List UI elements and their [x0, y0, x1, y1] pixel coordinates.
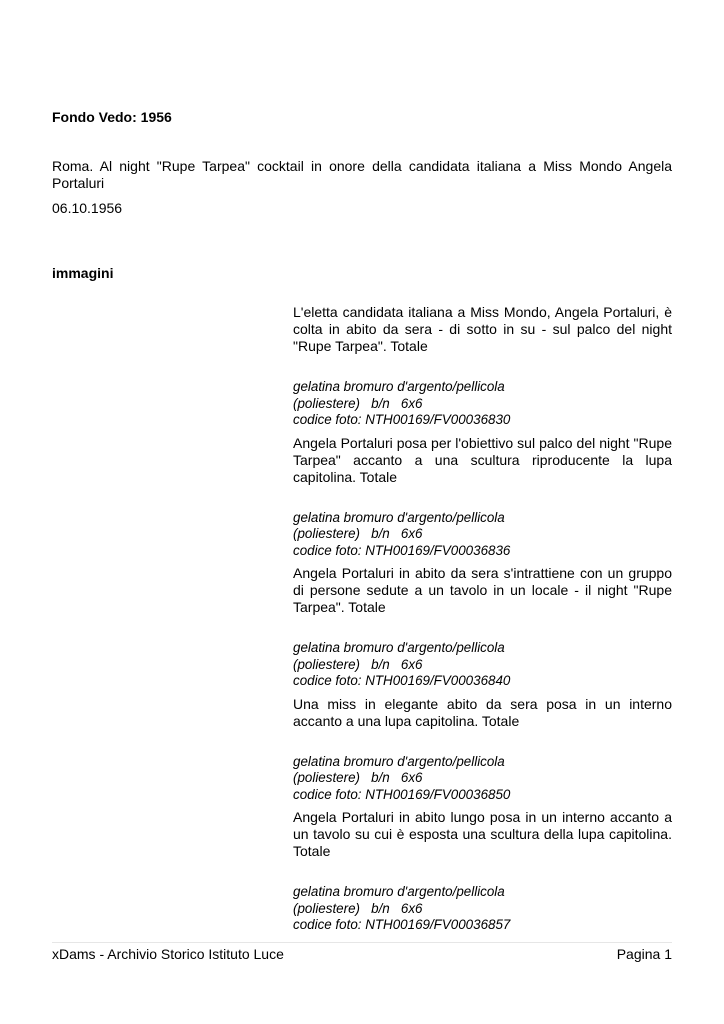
image-description: Una miss in elegante abito da sera posa in un interno accanto a una lupa capitolina. Totale	[293, 695, 672, 729]
image-code: codice foto: NTH00169/FV00036857	[293, 917, 511, 932]
image-support: (poliestere) b/n 6x6	[293, 656, 423, 672]
image-description: Angela Portaluri in abito da sera s'intrattiene con un gruppo di persone sedute a un tavolo in un locale - il night "Rupe Tarpea". Totale	[293, 565, 672, 615]
document-title: Roma. Al night "Rupe Tarpea" cocktail in onore della candidata italiana a Miss Mondo Angela Portaluri	[52, 158, 672, 191]
image-material: gelatina bromuro d'argento/pellicola	[293, 509, 505, 525]
image-entry	[293, 304, 672, 429]
image-description: Angela Portaluri posa per l'obiettivo sul palco del night "Rupe Tarpea" accanto a una scultura riproducente la lupa capitolina. Totale	[293, 434, 672, 485]
image-code: codice foto: NTH00169/FV00036830	[293, 412, 511, 427]
image-entry	[293, 565, 672, 690]
footer-divider	[52, 942, 672, 943]
image-support: (poliestere) b/n 6x6	[293, 395, 423, 411]
image-material: gelatina bromuro d'argento/pellicola	[293, 884, 505, 899]
image-entry	[293, 435, 672, 560]
document-date: 06.10.1956	[52, 200, 123, 216]
image-support: (poliestere) b/n 6x6	[293, 526, 423, 541]
image-material: gelatina bromuro d'argento/pellicola	[293, 640, 505, 655]
image-support: (poliestere) b/n 6x6	[293, 900, 423, 916]
image-description: Angela Portaluri in abito lungo posa in un interno accanto a un tavolo su cui è esposta una scultura della lupa capitolina. Totale	[293, 809, 672, 859]
image-code: codice foto: NTH00169/FV00036840	[293, 673, 511, 688]
image-material: gelatina bromuro d'argento/pellicola	[293, 379, 505, 394]
fondo-title: Fondo Vedo: 1956	[52, 109, 172, 125]
image-material: gelatina bromuro d'argento/pellicola	[293, 753, 505, 769]
section-heading-immagini: immagini	[52, 265, 114, 281]
image-code: codice foto: NTH00169/FV00036836	[293, 542, 511, 558]
image-code: codice foto: NTH00169/FV00036850	[293, 786, 511, 802]
footer-page-number: Pagina 1	[616, 946, 672, 962]
footer-source: xDams - Archivio Storico Istituto Luce	[52, 946, 284, 962]
image-entry	[293, 809, 672, 934]
image-description: L'eletta candidata italiana a Miss Mondo, Angela Portaluri, è colta in abito da sera - di sotto in su - sul palco del night "Rupe Tarpea". Totale	[293, 304, 672, 354]
image-entry	[293, 696, 672, 804]
image-list	[293, 304, 672, 934]
image-support: (poliestere) b/n 6x6	[293, 770, 423, 785]
